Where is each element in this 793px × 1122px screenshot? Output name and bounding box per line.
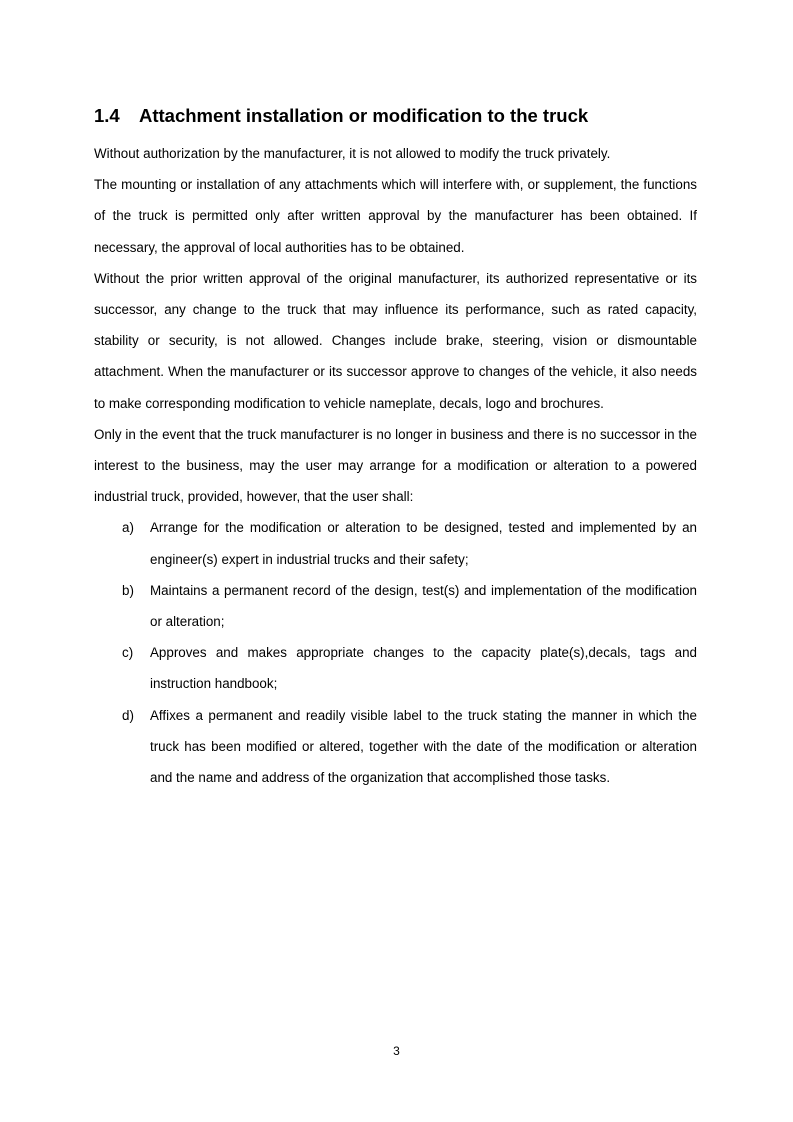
paragraph-no-manufacturer: Only in the event that the truck manufacturer is no longer in business and there is no successor in the interest to the business, may the user may arrange for a modification or alteration to a powered industrial truck, provided, however, that the user shall:	[94, 426, 697, 505]
paragraph-attachments: The mounting or installation of any attachments which will interfere with, or supplement, the functions of the truck is permitted only after written approval by the manufacturer has been obtained. If necessary, the approval of local authorities has to be obtained.	[94, 177, 697, 255]
requirements-list	[94, 512, 697, 793]
paragraph-prior-approval: Without the prior written approval of the original manufacturer, its authorized representative or its successor, any change to the truck that may influence its performance, such as rated capacity, stability or security, is not allowed. Changes include brake, steering, vision or dismountable attachment. When the manufacturer or its successor approve to changes of the vehicle, it also needs to make corresponding modification to vehicle nameplate, decals, logo and brochures.	[94, 270, 697, 411]
list-item-text: Maintains a permanent record of the design, test(s) and implementation of the modification or alteration;	[150, 582, 697, 630]
page-number: 3	[393, 1044, 400, 1058]
list-item-text: Arrange for the modification or alteration to be designed, tested and implemented by an engineer(s) expert in industrial trucks and their safety;	[150, 520, 697, 567]
list-item-text: Approves and makes appropriate changes to the capacity plate(s),decals, tags and instruction handbook;	[150, 645, 697, 692]
list-marker: c)	[122, 645, 134, 661]
list-item	[94, 512, 697, 574]
list-item	[94, 637, 697, 699]
body-text	[94, 138, 697, 793]
section-title-text: Attachment installation or modification to the truck	[139, 105, 589, 126]
paragraph-authorization: Without authorization by the manufacturer, it is not allowed to modify the truck privately.	[94, 146, 611, 161]
list-marker: b)	[122, 582, 134, 598]
list-marker: a)	[122, 520, 134, 536]
list-item-text: Affixes a permanent and readily visible label to the truck stating the manner in which the truck has been modified or altered, together with the date of the modification or alteration and the name and address of the organization that accomplished those tasks.	[150, 707, 697, 786]
list-marker: d)	[122, 707, 134, 723]
section-heading	[94, 104, 588, 128]
list-item	[94, 700, 697, 794]
list-item	[94, 575, 697, 637]
section-number: 1.4	[94, 105, 120, 126]
